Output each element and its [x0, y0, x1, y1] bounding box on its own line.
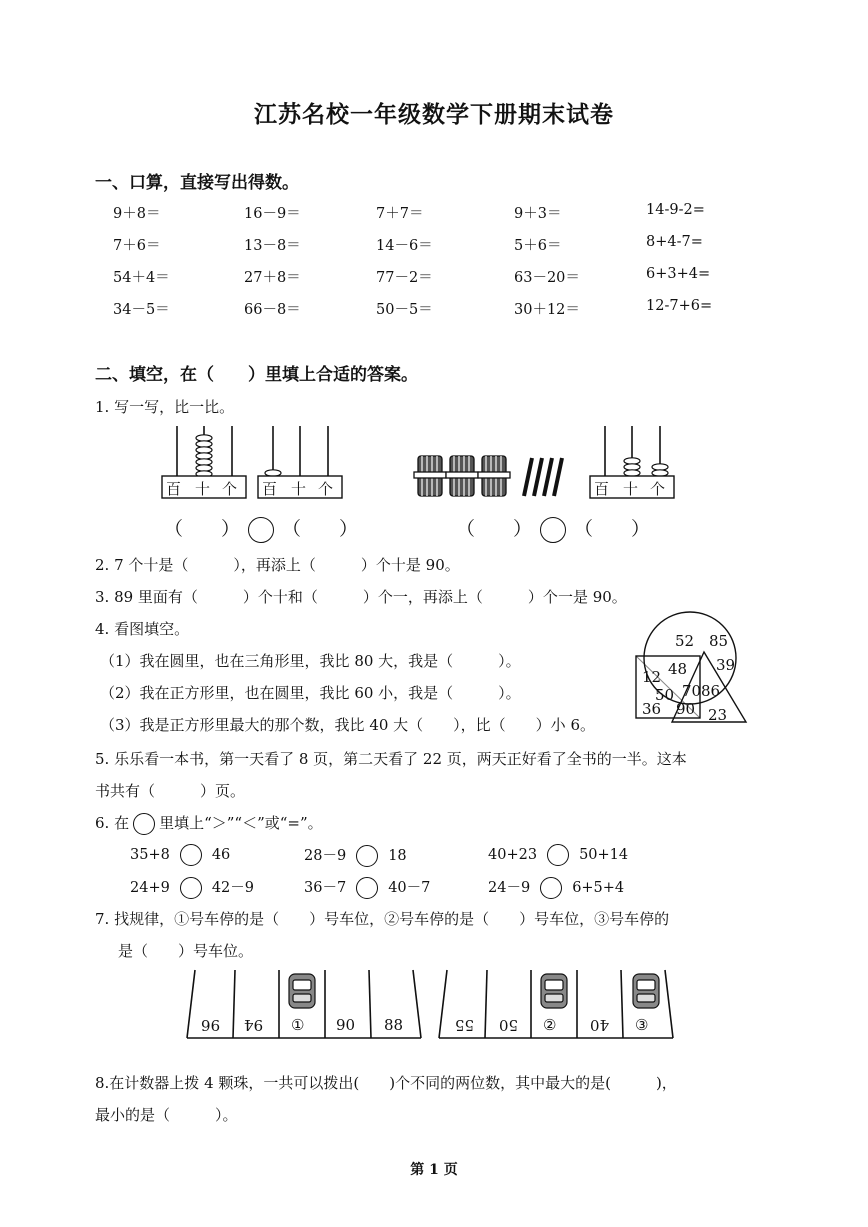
parking-number: 94	[244, 1016, 264, 1034]
parking-spot-label: ①	[291, 1016, 305, 1034]
compare-item: 36－7 40－7	[304, 876, 430, 899]
venn-number: 90	[676, 700, 696, 718]
venn-number: 23	[708, 706, 728, 724]
abacus-1-label-ones: 个	[222, 480, 238, 498]
compare-item: 24－9 6+5+4	[488, 876, 624, 899]
question-6: 6. 在 里填上“＞”“＜”或“=”。	[95, 812, 323, 835]
page-title: 江苏名校一年级数学下册期末试卷	[254, 101, 614, 128]
parking-spot-label: ③	[635, 1016, 649, 1034]
abacus-1-label-tens: 十	[195, 480, 211, 498]
compare-circle[interactable]	[248, 517, 274, 543]
venn-number: 70	[682, 682, 702, 700]
calc-item: 9＋8＝	[113, 206, 161, 222]
abacus-3-label-hundreds: 百	[594, 480, 610, 498]
compare-circle[interactable]	[356, 845, 378, 867]
question-4: 4. 看图填空。	[95, 620, 190, 638]
calc-item: 63－20＝	[514, 270, 580, 286]
compare-circle[interactable]	[180, 844, 202, 866]
compare-circle[interactable]	[180, 877, 202, 899]
venn-number: 50	[655, 686, 675, 704]
question-7-line2: 是（ ）号车位。	[118, 942, 254, 960]
compare-item: 28－9 18	[304, 844, 407, 867]
answer-blank[interactable]: （ ）	[282, 518, 359, 540]
calc-item: 54＋4＝	[113, 270, 170, 286]
car-icon	[541, 974, 567, 1008]
compare-row-2	[456, 514, 650, 543]
question-4-3: （3）我是正方形里最大的那个数，我比 40 大（ ），比（ ）小 6。	[100, 716, 595, 734]
answer-blank[interactable]: （ ）	[456, 518, 533, 540]
compare-circle[interactable]	[356, 877, 378, 899]
abacus-1-beads	[196, 435, 212, 477]
question-7-line1: 7. 找规律，①号车停的是（ ）号车位，②号车停的是（ ）号车位，③号车停的	[95, 910, 670, 928]
compare-circle[interactable]	[540, 517, 566, 543]
page-number: 第 1 页	[410, 1162, 458, 1178]
question-4-2: （2）我在正方形里，也在圆里，我比 60 小，我是（ ）。	[100, 684, 521, 702]
car-icon	[289, 974, 315, 1008]
parking-number: 90	[336, 1016, 356, 1034]
venn-number: 48	[668, 660, 688, 678]
venn-number: 12	[642, 668, 662, 686]
answer-blank[interactable]: （ ）	[164, 518, 241, 540]
calc-item: 14－6＝	[376, 238, 433, 254]
compare-circle[interactable]	[547, 844, 569, 866]
compare-circle-icon	[133, 813, 155, 835]
venn-number: 85	[709, 632, 729, 650]
abacus-3-label-tens: 十	[623, 480, 639, 498]
venn-number: 52	[675, 632, 695, 650]
stick-bundles-image	[412, 452, 572, 502]
calc-item: 30＋12＝	[514, 302, 580, 318]
parking-spot-label: ②	[543, 1016, 557, 1034]
calc-item: 34－5＝	[113, 302, 170, 318]
calc-item: 50－5＝	[376, 302, 433, 318]
calc-item: 5＋6＝	[514, 238, 562, 254]
parking-number: 40	[590, 1016, 610, 1034]
abacus-1-label-hundreds: 百	[166, 480, 182, 498]
abacus-2-label-ones: 个	[318, 480, 334, 498]
venn-number: 36	[642, 700, 662, 718]
question-8-line1: 8.在计数器上拨 4 颗珠，一共可以拨出( )个不同的两位数，其中最大的是( )，	[95, 1074, 677, 1092]
calc-item: 16－9＝	[244, 206, 301, 222]
single-sticks	[524, 458, 562, 496]
calc-item: 27＋8＝	[244, 270, 301, 286]
stick-bundle-2	[446, 456, 478, 496]
section1-heading: 一、口算，直接写出得数。	[95, 173, 299, 193]
abacus-2-label-hundreds: 百	[262, 480, 278, 498]
abacus-3-label-ones: 个	[650, 480, 666, 498]
question-8-line2: 最小的是（ ）。	[95, 1106, 238, 1124]
stick-bundle-3	[478, 456, 510, 496]
question-1: 1. 写一写，比一比。	[95, 398, 235, 416]
calc-item: 13－8＝	[244, 238, 301, 254]
venn-number: 39	[716, 656, 736, 674]
compare-row-1	[164, 514, 358, 543]
compare-item: 40+23 50+14	[488, 844, 628, 866]
venn-number: 86	[701, 682, 721, 700]
answer-blank[interactable]: （ ）	[574, 518, 651, 540]
question-5-line1: 5. 乐乐看一本书，第一天看了 8 页，第二天看了 22 页，两天正好看了全书的一半。这本	[95, 750, 687, 768]
compare-circle[interactable]	[540, 877, 562, 899]
compare-item: 24+9 42－9	[130, 876, 254, 899]
calc-item: 9＋3＝	[514, 206, 562, 222]
question-2: 2. 7 个十是（ ），再添上（ ）个十是 90。	[95, 556, 460, 574]
calc-item: 66－8＝	[244, 302, 301, 318]
calc-item: 12-7+6=	[646, 298, 713, 314]
question-4-1: （1）我在圆里，也在三角形里，我比 80 大，我是（ ）。	[100, 652, 521, 670]
calc-item: 7＋6＝	[113, 238, 161, 254]
parking-number: 96	[201, 1016, 221, 1034]
calc-item: 6+3+4=	[646, 266, 711, 282]
parking-number: 50	[499, 1016, 519, 1034]
car-icon	[633, 974, 659, 1008]
parking-number: 88	[384, 1016, 404, 1034]
question-3: 3. 89 里面有（ ）个十和（ ）个一，再添上（ ）个一是 90。	[95, 588, 627, 606]
calc-item: 8+4-7=	[646, 234, 703, 250]
section2-heading: 二、填空，在（ ）里填上合适的答案。	[95, 365, 418, 385]
abacus-2-label-tens: 十	[291, 480, 307, 498]
calc-item: 14-9-2=	[646, 202, 705, 218]
question-5-line2: 书共有（ ）页。	[95, 782, 246, 800]
stick-bundle-1	[414, 456, 446, 496]
calc-item: 7＋7＝	[376, 206, 424, 222]
compare-item: 35+8 46	[130, 844, 230, 866]
parking-number: 55	[455, 1016, 475, 1034]
calc-item: 77－2＝	[376, 270, 433, 286]
